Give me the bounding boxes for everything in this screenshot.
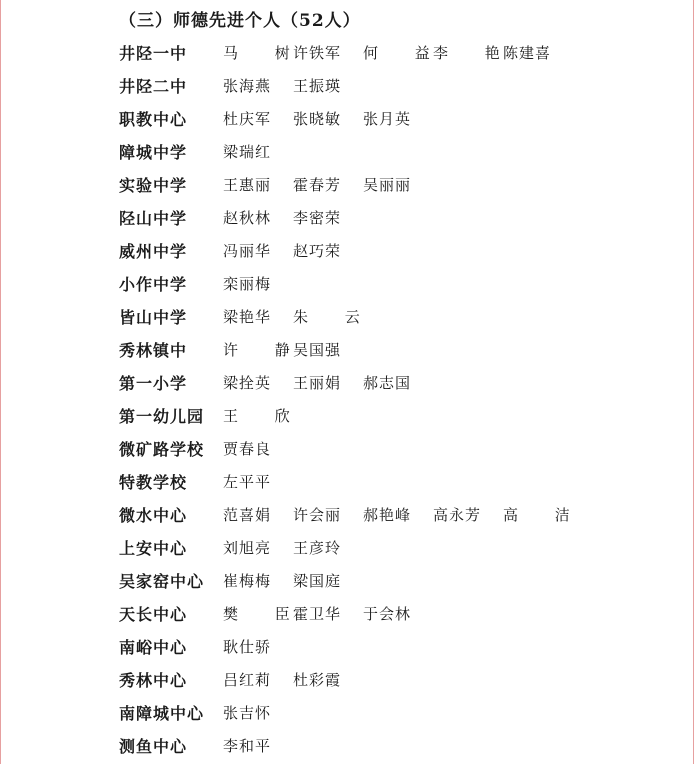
school-name: 秀林镇中 [119, 341, 188, 360]
list-row [119, 663, 573, 696]
person-name: 王惠丽 [223, 176, 272, 194]
person-name: 杜彩霞 [293, 671, 342, 689]
person-name: 何 益 [363, 44, 446, 62]
school-name: 职教中心 [119, 110, 188, 129]
person-names [223, 306, 376, 327]
school-name: 南峪中心 [119, 638, 188, 657]
person-name: 冯丽华 [223, 242, 272, 260]
person-name: 朱 云 [293, 308, 376, 326]
person-name: 张海燕 [223, 77, 272, 95]
person-name: 许铁军 [293, 44, 342, 62]
person-name: 马 树 [223, 44, 306, 62]
school-name: 威州中学 [119, 242, 188, 261]
list-row [119, 366, 573, 399]
list-row [119, 729, 573, 762]
list-row [119, 465, 573, 498]
person-name: 李和平 [223, 737, 272, 755]
person-name: 左平平 [223, 473, 272, 491]
person-name: 刘旭亮 [223, 539, 272, 557]
school-name: 南障城中心 [119, 704, 205, 723]
person-names [223, 240, 363, 261]
person-name: 张月英 [363, 110, 412, 128]
person-name: 梁艳华 [223, 308, 272, 326]
person-names [223, 735, 293, 756]
person-names [223, 405, 306, 426]
person-names [223, 141, 293, 162]
list-row [119, 696, 573, 729]
list-row [119, 630, 573, 663]
person-names [223, 372, 433, 393]
person-name: 梁国庭 [293, 572, 342, 590]
list-row [119, 267, 573, 300]
list-row [119, 300, 573, 333]
person-name: 梁拴英 [223, 374, 272, 392]
list-row [119, 168, 573, 201]
school-name: 陉山中学 [119, 209, 188, 228]
list-row [119, 102, 573, 135]
school-name: 皆山中学 [119, 308, 188, 327]
school-name: 井陉二中 [119, 77, 188, 96]
person-names [223, 207, 363, 228]
person-names [223, 636, 293, 657]
school-name: 特教学校 [119, 473, 188, 492]
person-names [223, 570, 363, 591]
person-name: 王振瑛 [293, 77, 342, 95]
person-names [223, 669, 363, 690]
person-name: 高永芳 [433, 506, 482, 524]
school-name: 微矿路学校 [119, 440, 205, 459]
person-name: 梁瑞红 [223, 143, 272, 161]
person-name: 张晓敏 [293, 110, 342, 128]
person-name: 王彦玲 [293, 539, 342, 557]
person-name: 霍卫华 [293, 605, 342, 623]
list-row [119, 498, 586, 531]
list-row [119, 69, 573, 102]
person-name: 王 欣 [223, 407, 306, 425]
person-names [223, 75, 363, 96]
person-name: 樊 臣 [223, 605, 306, 623]
person-names [223, 438, 293, 459]
honoree-list [119, 36, 586, 762]
person-name: 贾春良 [223, 440, 272, 458]
person-names [223, 42, 573, 63]
person-name: 杜庆军 [223, 110, 272, 128]
person-name: 吕红莉 [223, 671, 272, 689]
person-name: 郝艳峰 [363, 506, 412, 524]
person-name: 于会林 [363, 605, 412, 623]
person-name: 高 洁 [503, 506, 586, 524]
person-names [223, 702, 293, 723]
person-names [223, 537, 363, 558]
person-names [223, 339, 363, 360]
person-name: 耿仕骄 [223, 638, 272, 656]
school-name: 小作中学 [119, 275, 188, 294]
list-row [119, 432, 573, 465]
person-name: 张吉怀 [223, 704, 272, 722]
person-names [223, 174, 433, 195]
person-names [223, 273, 293, 294]
person-name: 郝志国 [363, 374, 412, 392]
list-row [119, 234, 573, 267]
person-name: 吴丽丽 [363, 176, 412, 194]
person-names [223, 504, 586, 525]
school-name: 天长中心 [119, 605, 188, 624]
school-name: 吴家窑中心 [119, 572, 205, 591]
list-row [119, 135, 573, 168]
school-name: 秀林中心 [119, 671, 188, 690]
school-name: 实验中学 [119, 176, 188, 195]
list-row [119, 333, 573, 366]
person-name: 霍春芳 [293, 176, 342, 194]
person-name: 吴国强 [293, 341, 342, 359]
person-names [223, 108, 433, 129]
person-name: 李密荣 [293, 209, 342, 227]
list-row [119, 531, 573, 564]
school-name: 上安中心 [119, 539, 188, 558]
person-name: 许会丽 [293, 506, 342, 524]
person-name: 范喜娟 [223, 506, 272, 524]
person-name: 许 静 [223, 341, 306, 359]
person-names [223, 471, 293, 492]
school-name: 障城中学 [119, 143, 188, 162]
section-heading: （三）师德先进个人（52人） [119, 11, 361, 31]
person-name: 王丽娟 [293, 374, 342, 392]
school-name: 井陉一中 [119, 44, 188, 63]
person-name: 陈建喜 [503, 44, 552, 62]
list-row [119, 399, 573, 432]
school-name: 第一小学 [119, 374, 188, 393]
school-name: 第一幼儿园 [119, 407, 205, 426]
list-row [119, 36, 573, 69]
list-row [119, 564, 573, 597]
school-name: 微水中心 [119, 506, 188, 525]
person-name: 赵巧荣 [293, 242, 342, 260]
person-name: 栾丽梅 [223, 275, 272, 293]
list-row [119, 597, 573, 630]
person-name: 李 艳 [433, 44, 516, 62]
person-name: 崔梅梅 [223, 572, 272, 590]
list-row [119, 201, 573, 234]
school-name: 测鱼中心 [119, 737, 188, 756]
person-name: 赵秋林 [223, 209, 272, 227]
person-names [223, 603, 433, 624]
